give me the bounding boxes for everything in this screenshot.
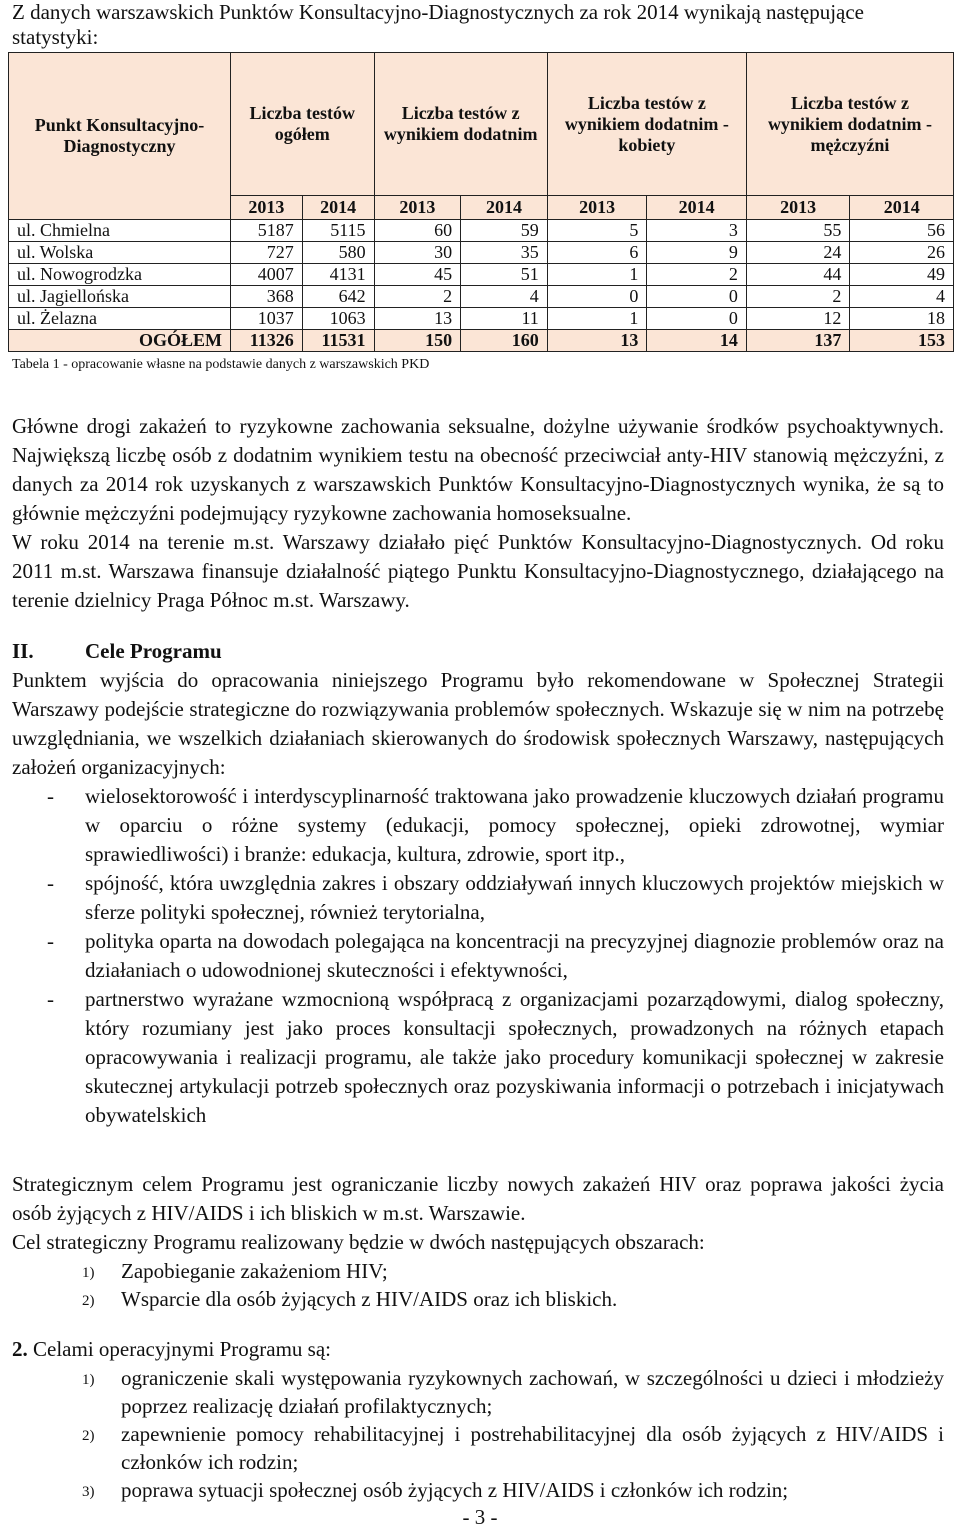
table-header-row	[9, 53, 954, 196]
document-page	[12, 0, 944, 1504]
row-name: ul. Żelazna	[9, 308, 231, 330]
total-cell: 11326	[231, 330, 303, 352]
list-item: - wielosektorowość i interdyscyplinarność traktowana jako prowadzenie kluczowych działań programu w oparciu o różne systemy (edukacji, pomocy społecznej, opieki zdrowotnej, wymiar sprawiedliwości) i branże: edukacja, kultura, zdrowie, sport itp.,	[47, 784, 944, 866]
cell: 35	[461, 242, 548, 264]
cell: 24	[746, 242, 850, 264]
total-cell: 137	[746, 330, 850, 352]
total-label: OGÓŁEM	[9, 330, 231, 352]
cell: 3	[647, 220, 747, 242]
row-name: ul. Jagiellońska	[9, 286, 231, 308]
cell: 368	[231, 286, 303, 308]
year-cell: 2014	[461, 196, 548, 220]
row-name: ul. Nowogrodzka	[9, 264, 231, 286]
cell: 5	[547, 220, 647, 242]
list-item: 2) Wsparcie dla osób żyjących z HIV/AIDS oraz ich bliskich.	[82, 1287, 618, 1311]
list-item: 2) zapewnienie pomocy rehabilitacyjnej i postrehabilitacyjnej dla osób żyjących z HIV/AIDS i członków ich rodzin;	[82, 1422, 944, 1474]
year-cell: 2013	[746, 196, 850, 220]
cell: 49	[850, 264, 954, 286]
list-item: - partnerstwo wyrażane wzmocnioną współpracą z organizacjami pozarządowymi, dialog społeczny, który rozumiany jest jako proces konsultacji społecznych, prowadzonych na różnych etapach opracowywania i realizacji programu, ale także jako procedury komunikacji społecznej w zakresie skutecznej artykulacji potrzeb społecznych oraz pozyskiwania informacji o potrzebach i inicjatywach obywatelskich	[47, 987, 944, 1127]
table-row	[9, 286, 954, 308]
cell: 1	[547, 308, 647, 330]
paragraph-points-2014: W roku 2014 na terenie m.st. Warszawy działało pięć Punktów Konsultacyjno-Diagnostycznych. Od roku 2011 m.st. Warszawa finansuje działalność piątego Punktu Konsultacyjno-Diagnostycznego, działającego na terenie dzielnicy Praga Północ m.st. Warszawy.	[12, 530, 944, 612]
table-total-row	[9, 330, 954, 352]
table-caption: Tabela 1 - opracowanie własne na podstawie danych z warszawskich PKD	[12, 357, 430, 372]
intro-text: Z danych warszawskich Punktów Konsultacyjno-Diagnostycznych za rok 2014 wynikają następujące statystyki:	[12, 0, 865, 49]
list-item: - spójność, która uwzględnia zakres i obszary oddziaływań innych kluczowych projektów miejskich w sferze polityki społecznej, również terytorialna,	[47, 871, 944, 924]
list-item: 1) ograniczenie skali występowania ryzykownych zachowań, w szczególności u dzieci i młodzieży poprzez realizację działań profilaktycznych;	[82, 1366, 944, 1418]
total-cell: 11531	[302, 330, 374, 352]
section-title: Cele Programu	[85, 639, 222, 663]
header-positive: Liczba testów z wynikiem dodatnim	[374, 53, 547, 196]
total-cell: 13	[547, 330, 647, 352]
table-row	[9, 242, 954, 264]
areas-list	[12, 1257, 944, 1313]
table-row	[9, 220, 954, 242]
cell: 2	[746, 286, 850, 308]
cell: 56	[850, 220, 954, 242]
cell: 2	[647, 264, 747, 286]
cell: 1063	[302, 308, 374, 330]
cell: 0	[547, 286, 647, 308]
total-cell: 14	[647, 330, 747, 352]
cell: 642	[302, 286, 374, 308]
section-number: 2.	[12, 1337, 28, 1361]
cell: 6	[547, 242, 647, 264]
year-cell: 2013	[374, 196, 461, 220]
cell: 18	[850, 308, 954, 330]
cell: 4131	[302, 264, 374, 286]
cell: 2	[374, 286, 461, 308]
paragraph-strategic-goal: Strategicznym celem Programu jest ograniczanie liczby nowych zakażeń HIV oraz poprawa jakości życia osób żyjących z HIV/AIDS i ich bliskich w m.st. Warszawie.	[12, 1172, 944, 1225]
cell: 5115	[302, 220, 374, 242]
cell: 45	[374, 264, 461, 286]
cell: 727	[231, 242, 303, 264]
cell: 4007	[231, 264, 303, 286]
cell: 0	[647, 286, 747, 308]
cell: 11	[461, 308, 548, 330]
operational-goals-list	[12, 1364, 944, 1504]
cell: 30	[374, 242, 461, 264]
cell: 4	[461, 286, 548, 308]
paragraph-infection-routes: Główne drogi zakażeń to ryzykowne zachowania seksualne, dożylne używanie środków psychoaktywnych. Największą liczbę osób z dodatnim wynikiem testu na obecność przeciwciał anty-HIV stanowią mężczyźni, z danych za 2014 rok uzyskanych z warszawskich Punktów Konsultacyjno-Diagnostycznych wynika, że są to głównie mężczyźni podejmujący ryzykowne zachowania homoseksualne.	[12, 414, 944, 525]
paragraph-areas-intro: Cel strategiczny Programu realizowany będzie w dwóch następujących obszarach:	[12, 1230, 705, 1254]
header-men: Liczba testów z wynikiem dodatnim - mężczyźni	[746, 53, 953, 196]
table-row	[9, 264, 954, 286]
section-title: Celami operacyjnymi Programu są:	[33, 1337, 332, 1361]
year-cell: 2014	[302, 196, 374, 220]
section-heading-operational	[12, 1335, 944, 1364]
header-total: Liczba testów ogółem	[231, 53, 375, 196]
statistics-table	[8, 52, 954, 352]
paragraph-strategy: Punktem wyjścia do opracowania niniejszego Programu było rekomendowane w Społecznej Strategii Warszawy podejście strategiczne do rozwiązywania problemów społecznych. Wskazuje się w nim na potrzebę uwzględniania, we wszelkich działaniach skierowanych do środowisk społecznych Warszawy, następujących założeń organizacyjnych:	[12, 668, 944, 779]
year-cell: 2013	[547, 196, 647, 220]
row-name: ul. Wolska	[9, 242, 231, 264]
assumptions-list	[12, 782, 944, 1130]
section-number: II.	[12, 639, 34, 663]
total-cell: 160	[461, 330, 548, 352]
cell: 12	[746, 308, 850, 330]
cell: 5187	[231, 220, 303, 242]
cell: 59	[461, 220, 548, 242]
cell: 1	[547, 264, 647, 286]
section-heading-goals	[12, 637, 944, 666]
cell: 60	[374, 220, 461, 242]
table-row	[9, 308, 954, 330]
cell: 55	[746, 220, 850, 242]
list-item: 3) poprawa sytuacji społecznej osób żyjących z HIV/AIDS i członków ich rodzin;	[82, 1478, 789, 1502]
year-cell: 2014	[850, 196, 954, 220]
cell: 26	[850, 242, 954, 264]
cell: 9	[647, 242, 747, 264]
header-point: Punkt Konsultacyjno-Diagnostyczny	[9, 53, 231, 220]
list-item: - polityka oparta na dowodach polegająca na koncentracji na precyzyjnej diagnozie problemów oraz na działaniach o udowodnionej skuteczności i efektywności,	[47, 929, 944, 982]
row-name: ul. Chmielna	[9, 220, 231, 242]
cell: 1037	[231, 308, 303, 330]
cell: 580	[302, 242, 374, 264]
total-cell: 150	[374, 330, 461, 352]
total-cell: 153	[850, 330, 954, 352]
year-cell: 2014	[647, 196, 747, 220]
cell: 4	[850, 286, 954, 308]
cell: 0	[647, 308, 747, 330]
cell: 13	[374, 308, 461, 330]
list-item: 1) Zapobieganie zakażeniom HIV;	[82, 1259, 388, 1283]
page-number: - 3 -	[462, 1505, 498, 1529]
header-women: Liczba testów z wynikiem dodatnim - kobiety	[547, 53, 746, 196]
cell: 44	[746, 264, 850, 286]
cell: 51	[461, 264, 548, 286]
year-cell: 2013	[231, 196, 303, 220]
